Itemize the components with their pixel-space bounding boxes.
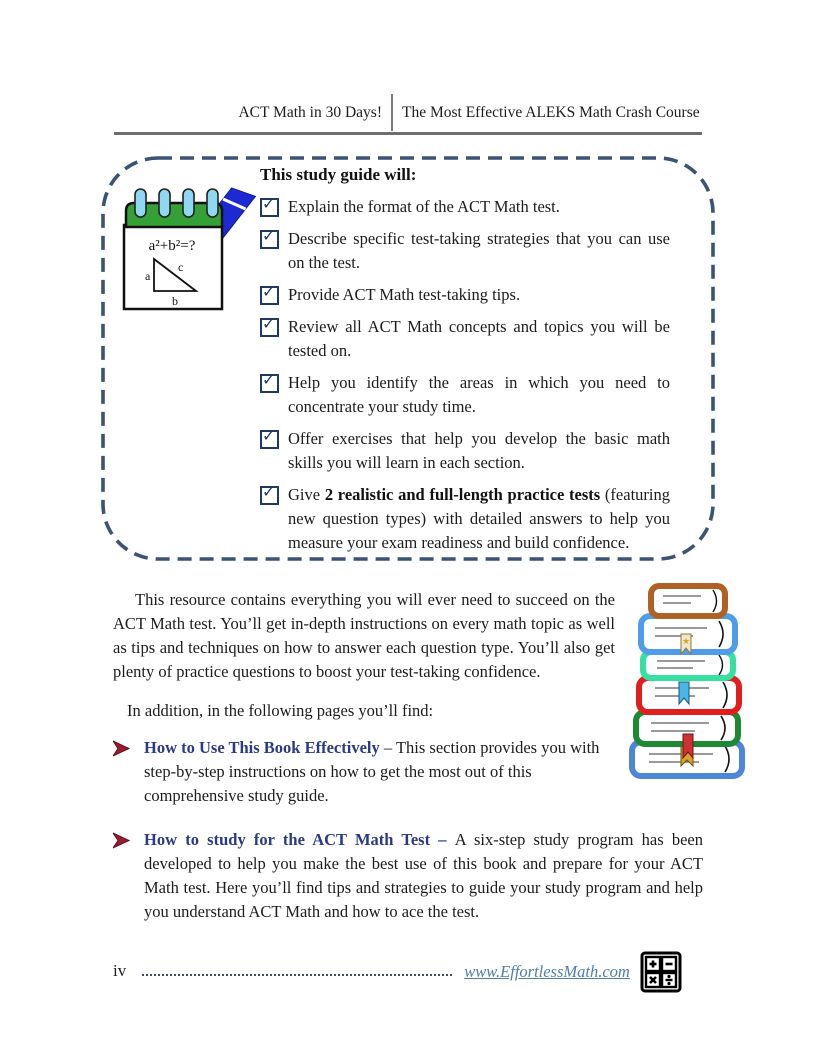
checkbox-checked-icon xyxy=(260,318,279,337)
bullet-how-to-use: How to Use This Book Effectively – This section provides you with step-by-step instructions on how to get the most out of this comprehensive study guide. xyxy=(113,736,615,808)
website-link[interactable]: www.EffortlessMath.com xyxy=(464,962,630,981)
math-operations-logo-icon xyxy=(640,951,682,993)
checkbox-checked-icon xyxy=(260,486,279,505)
checkbox-checked-icon xyxy=(260,230,279,249)
svg-text:★: ★ xyxy=(681,636,691,646)
header-rule xyxy=(114,132,702,135)
arrow-bullet-icon xyxy=(113,828,133,924)
notepad-formula: a²+b²=? xyxy=(148,238,196,254)
svg-text:c: c xyxy=(178,260,184,274)
checkbox-checked-icon xyxy=(260,374,279,393)
guide-checklist xyxy=(260,195,670,555)
bullet-title: How to study for the ACT Math Test – xyxy=(144,830,455,849)
checklist-item: ✓ Help you identify the areas in which you need to concentrate your study time. xyxy=(260,371,670,419)
page-footer xyxy=(113,951,703,993)
page-header xyxy=(114,94,702,135)
svg-text:b: b xyxy=(172,294,178,308)
svg-text:a: a xyxy=(145,269,151,283)
footer-dotted-leader xyxy=(142,960,452,976)
guide-box-title: This study guide will: xyxy=(260,165,417,184)
checklist-item: ✓ Give 2 realistic and full-length practice tests (featuring new question types) with detailed answers to help you measure your exam readiness and build confidence. xyxy=(260,483,670,555)
in-addition-line: In addition, in the following pages you’ll find: xyxy=(127,701,434,720)
books-stack-icon xyxy=(629,582,745,780)
body-section xyxy=(113,588,703,944)
checklist-item: ✓ Explain the format of the ACT Math test. xyxy=(260,195,670,219)
arrow-bullet-icon xyxy=(113,736,133,808)
header-right-title: The Most Effective ALEKS Math Crash Course xyxy=(402,103,700,121)
checklist-item: ✓ Offer exercises that help you develop the basic math skills you will learn in each section. xyxy=(260,427,670,475)
checkbox-checked-icon xyxy=(260,430,279,449)
header-left-title: ACT Math in 30 Days! xyxy=(238,103,382,121)
intro-paragraph: This resource contains everything you will ever need to succeed on the ACT Math test. You’ll get in-depth instructions on every math topic as well as tips and techniques on how to answer each question type. You’ll also get plenty of practice questions to boost your test-taking confidence. xyxy=(113,590,615,681)
bullet-title: How to Use This Book Effectively xyxy=(144,738,380,757)
checkbox-checked-icon xyxy=(260,286,279,305)
checklist-item: ✓ Review all ACT Math concepts and topics you will be tested on. xyxy=(260,315,670,363)
checklist-item: ✓ Provide ACT Math test-taking tips. xyxy=(260,283,670,307)
page-number: iv xyxy=(113,961,127,980)
checkbox-checked-icon xyxy=(260,198,279,217)
study-guide-box xyxy=(100,155,716,562)
notepad-icon xyxy=(124,189,222,309)
bullet-how-to-study: How to study for the ACT Math Test – A six-step study program has been developed to help you make the best use of this book and prepare for your ACT Math test. Here you’ll find tips and strategies to guide your study program and help you understand ACT Math and how to ace the test. xyxy=(113,828,703,924)
notepad-pencil-illustration xyxy=(118,187,268,327)
checklist-item: ✓ Describe specific test-taking strategies that you can use on the test. xyxy=(260,227,670,275)
